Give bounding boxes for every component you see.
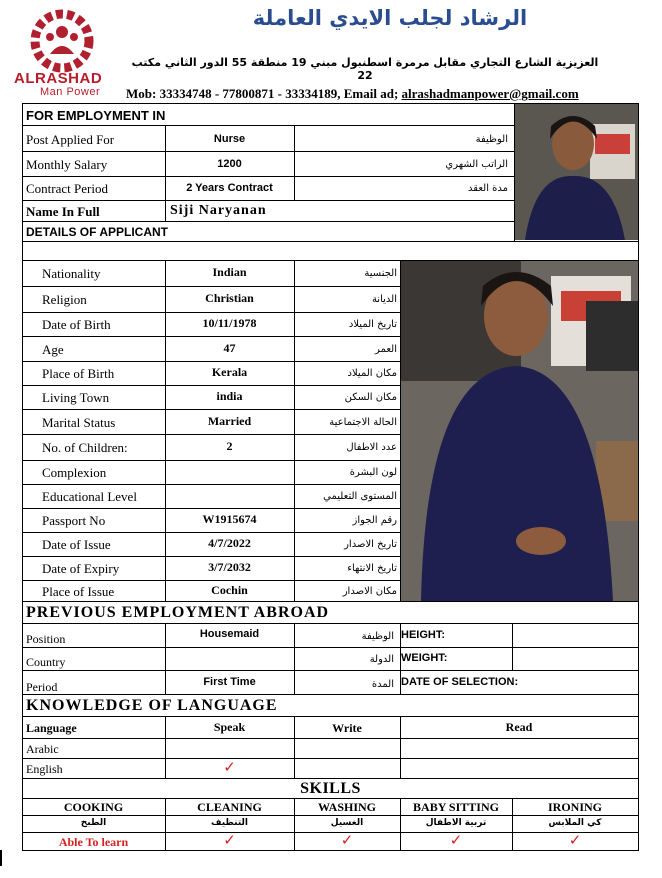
living-town-label: Living Town (42, 390, 110, 405)
prev-period-arabic: المدة (371, 679, 394, 690)
lang-col-speak: Speak (213, 720, 246, 734)
selection-date-label: DATE OF SELECTION: (401, 676, 519, 688)
skill-ar-cooking: الطبخ (80, 818, 107, 828)
skill-col-ironing: IRONING (547, 800, 602, 814)
children-label: No. of Children: (42, 440, 128, 455)
salary-label: Monthly Salary (26, 157, 108, 172)
skill-val-washing: ✓ (340, 831, 354, 849)
post-label: Post Applied For (26, 132, 115, 147)
dob-value: 10/11/1978 (202, 316, 257, 330)
education-label: Educational Level (42, 489, 137, 504)
age-label: Age (42, 342, 64, 357)
issue-place-value: Cochin (211, 583, 248, 597)
passport-value: W1915674 (202, 512, 257, 526)
language-heading: KNOWLEDGE OF LANGUAGE (26, 697, 278, 714)
passport-arabic: رقم الجواز (352, 515, 397, 526)
children-value: 2 (226, 439, 233, 453)
skill-col-cooking: COOKING (63, 800, 124, 814)
living-town-value: india (216, 389, 243, 403)
skill-col-washing: WASHING (317, 800, 376, 814)
issue-date-arabic: تاريخ الاصدار (344, 539, 397, 550)
skill-ar-ironing: كي الملابس (548, 818, 602, 828)
company-arabic-title: الرشاد لجلب الايدي العاملة (252, 6, 528, 30)
fullname-label: Name In Full (26, 204, 100, 219)
issue-date-value: 4/7/2022 (208, 536, 251, 550)
skill-col-cleaning: CLEANING (197, 800, 262, 814)
applicant-heading: DETAILS OF APPLICANT (26, 225, 168, 239)
complexion-label: Complexion (42, 465, 107, 480)
religion-value: Christian (205, 291, 254, 305)
contract-arabic: مدة العقد (468, 183, 508, 194)
lang-col-read: Read (505, 720, 533, 734)
lang-arabic-label: Arabic (26, 742, 59, 756)
issue-place-arabic: مكان الاصدار (342, 586, 397, 597)
post-value: Nurse (213, 133, 246, 145)
lang-col-language: Language (26, 721, 77, 735)
skill-col-babysitting: BABY SITTING (413, 800, 499, 814)
contract-value: 2 Years Contract (186, 182, 273, 194)
skill-ar-cleaning: التنظيف (211, 818, 248, 828)
salary-arabic: الراتب الشهري (445, 159, 508, 170)
prev-period-label: Period (26, 680, 58, 694)
age-value: 47 (223, 341, 236, 355)
prev-position-arabic: الوظيفة (361, 631, 394, 642)
skill-ar-babysitting: تربية الاطفال (425, 818, 487, 828)
skills-heading: SKILLS (300, 780, 361, 797)
birthplace-arabic: مكان الميلاد (347, 368, 397, 379)
email-link[interactable]: alrashadmanpower@gmail.com (401, 86, 579, 101)
brand-subtitle: Man Power (40, 86, 101, 98)
contact-line (126, 86, 579, 102)
birthplace-label: Place of Birth (42, 366, 115, 381)
religion-label: Religion (42, 292, 87, 307)
dob-arabic: تاريخ الميلاد (348, 319, 397, 330)
lang-english-label: English (26, 762, 63, 776)
lang-col-write: Write (332, 721, 362, 735)
children-arabic: عدد الاطفال (346, 442, 397, 453)
lang-english-speak: ✓ (223, 758, 236, 776)
issue-date-label: Date of Issue (42, 537, 111, 552)
contact-phones: Mob: 33334748 - 77800871 - 33334189, Email ad; (126, 86, 399, 101)
prev-position-value: Housemaid (199, 628, 260, 640)
salary-value: 1200 (217, 158, 242, 170)
brand-name: ALRASHAD (14, 70, 103, 87)
applicant-photo-small (515, 104, 638, 240)
height-label: HEIGHT: (401, 629, 445, 641)
skill-val-cleaning: ✓ (223, 831, 236, 849)
applicant-photo-large (401, 261, 638, 601)
issue-place-label: Place of Issue (42, 584, 115, 599)
passport-label: Passport No (42, 513, 106, 528)
complexion-arabic: لون البشرة (349, 467, 397, 478)
marital-label: Marital Status (42, 415, 116, 430)
weight-label: WEIGHT: (401, 652, 448, 664)
expiry-date-label: Date of Expiry (42, 561, 120, 576)
margin-mark (0, 850, 2, 866)
expiry-date-value: 3/7/2032 (208, 560, 251, 574)
dob-label: Date of Birth (42, 317, 111, 332)
post-arabic: الوظيفة (475, 134, 508, 145)
skill-val-babysitting: ✓ (449, 831, 463, 849)
employment-heading: FOR EMPLOYMENT IN (26, 108, 166, 123)
prev-country-label: Country (26, 655, 66, 669)
expiry-date-arabic: تاريخ الانتهاء (347, 563, 397, 574)
contract-label: Contract Period (26, 181, 108, 196)
skill-val-cooking: Able To learn (58, 835, 129, 849)
prev-period-value: First Time (203, 676, 256, 688)
birthplace-value: Kerala (211, 365, 248, 379)
previous-heading: PREVIOUS EMPLOYMENT ABROAD (26, 604, 330, 621)
prev-country-arabic: الدولة (369, 654, 394, 665)
skill-ar-washing: الغسيل (330, 818, 364, 828)
prev-position-label: Position (26, 632, 66, 646)
education-arabic: المستوى التعليمي (323, 491, 397, 502)
skill-val-ironing: ✓ (568, 831, 582, 849)
nationality-value: Indian (212, 265, 247, 279)
marital-value: Married (207, 414, 252, 428)
marital-arabic: الحالة الاجتماعية (329, 417, 397, 428)
fullname-value: Siji Naryanan (170, 203, 267, 218)
nationality-arabic: الجنسية (364, 268, 397, 279)
company-arabic-address: العزيزية الشارع التجاري مقابل مرمرة اسطنبول مبني 19 منطقة 55 الدور الثاني مكتب 22 (131, 56, 599, 82)
nationality-label: Nationality (42, 266, 101, 281)
religion-arabic: الديانة (371, 294, 397, 305)
age-arabic: العمر (375, 344, 397, 355)
living-town-arabic: مكان السكن (344, 392, 397, 403)
